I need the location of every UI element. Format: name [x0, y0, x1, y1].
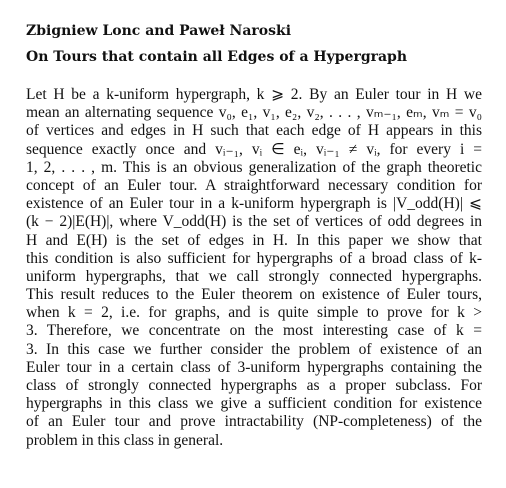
abstract-line: problem in this class in general. [26, 431, 224, 449]
abstract-line: (k − 2)|E(H)|, where V_odd(H) is the set of vertices of odd degrees in [26, 213, 482, 231]
abstract-line: existence of an Euler tour in a k-uniform hypergraph is |V_odd(H)| ⩽ [26, 195, 482, 213]
paper-page [26, 22, 482, 450]
abstract-line: 3. In this case we further consider the problem of existence of an [26, 340, 482, 358]
abstract-line: hypergraphs in this class we give a sufficient condition for existence [26, 395, 482, 413]
abstract-line: of an Euler tour and prove intractability (NP-completeness) of the [26, 413, 482, 431]
abstract-line: Let H be a k-uniform hypergraph, k ⩾ 2. By an Euler tour in H we [26, 86, 482, 103]
abstract-line: uniform hypergraphs, that we call strongly connected hypergraphs. [26, 267, 482, 285]
abstract-line: class of strongly connected hypergraphs as a proper subclass. For [26, 377, 482, 394]
abstract [26, 86, 482, 450]
abstract-line: H and E(H) is the set of edges in H. In this paper we show that [26, 231, 482, 249]
abstract-line: mean an alternating sequence v₀, e₁, v₁, e₂, v₂, . . . , vₘ₋₁, eₘ, vₘ = v₀ [26, 104, 482, 122]
abstract-line: of vertices and edges in H such that each edge of H appears in this [26, 122, 482, 140]
abstract-line: sequence exactly once and vᵢ₋₁, vᵢ ∈ eᵢ, vᵢ₋₁ ≠ vᵢ, for every i = [26, 140, 482, 158]
abstract-line: This result reduces to the Euler theorem on existence of Euler tours, [26, 286, 482, 304]
abstract-line: this condition is also sufficient for hypergraphs of a broad class of k- [26, 249, 482, 267]
abstract-line: 3. Therefore, we concentrate on the most interesting case of k = [26, 322, 482, 340]
abstract-line: Euler tour in a certain class of 3-uniform hypergraphs containing the [26, 358, 482, 376]
abstract-line: concept of an Euler tour. A straightforward necessary condition for [26, 176, 482, 194]
paper-authors: Zbigniew Lonc and Paweł Naroski [26, 23, 292, 39]
paper-title: On Tours that contain all Edges of a Hypergraph [26, 49, 408, 65]
abstract-line: 1, 2, . . . , m. This is an obvious generalization of the graph theoretic [26, 158, 482, 176]
abstract-line: when k = 2, i.e. for graphs, and is quite simple to prove for k > [26, 304, 482, 322]
